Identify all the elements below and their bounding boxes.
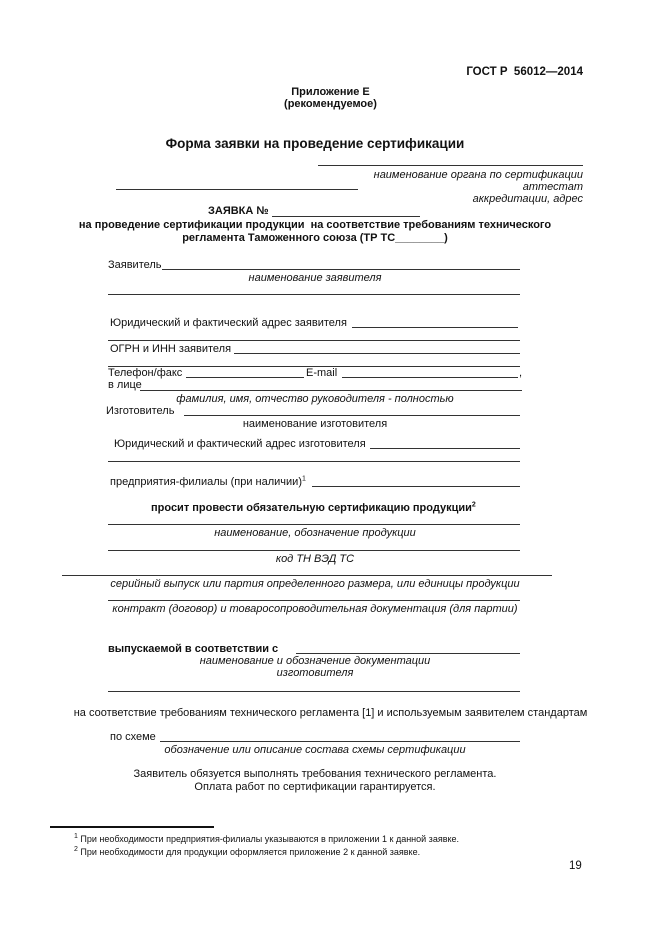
person-caption: фамилия, имя, отчество руководителя - полностью <box>176 393 454 405</box>
accreditation-caption: аккредитации, адрес <box>472 193 583 205</box>
branches-line[interactable] <box>312 486 520 487</box>
branches-label <box>110 476 306 489</box>
cert-body-address-line[interactable] <box>116 189 358 190</box>
applicant-caption: наименование заявителя <box>248 272 382 284</box>
manufacturer-line[interactable] <box>184 415 520 416</box>
manufacturer-address-line[interactable] <box>370 448 520 449</box>
ogrn-line[interactable] <box>234 353 520 354</box>
person-label: в лице <box>108 379 142 391</box>
footnote-1 <box>74 834 459 845</box>
obligation-line-1: Заявитель обязуется выполнять требования технического регламента. <box>133 768 497 780</box>
batch-line[interactable] <box>62 575 552 576</box>
batch-caption: серийный выпуск или партия определенного размера, или единицы продукции <box>110 578 520 590</box>
phone-label: Телефон/факс <box>108 367 183 379</box>
footnote-ref-2: 2 <box>471 501 476 509</box>
scheme-line[interactable] <box>160 741 520 742</box>
footnote-2-text: При необходимости для продукции оформляется приложение 2 к данной заявке. <box>77 847 421 857</box>
applicant-address-line[interactable] <box>352 327 518 328</box>
applicant-name-line-2[interactable] <box>108 294 520 295</box>
documentation-line[interactable] <box>296 653 520 654</box>
phone-line[interactable] <box>186 377 304 378</box>
email-label: E-mail <box>306 367 338 379</box>
annex-subtitle: (рекомендуемое) <box>284 98 377 110</box>
request-text <box>151 502 476 515</box>
produced-label: выпускаемой в соответствии с <box>108 643 279 655</box>
scheme-label: по схеме <box>110 731 156 743</box>
certificate-caption: аттестат <box>522 181 583 193</box>
manufacturer-label: Изготовитель <box>106 405 175 417</box>
email-comma: , <box>519 367 523 379</box>
code-caption: код ТН ВЭД ТС <box>275 553 355 565</box>
product-code-line[interactable] <box>108 550 520 551</box>
footnote-2-number: 2 <box>74 846 78 853</box>
contract-caption: контракт (договор) и товаросопроводительная документация (для партии) <box>112 603 518 615</box>
product-caption: наименование, обозначение продукции <box>214 527 416 539</box>
application-purpose-line2: регламента Таможенного союза (ТР ТС________) <box>182 232 448 244</box>
annex-title: Приложение Е <box>291 86 370 98</box>
cert-body-name-line[interactable] <box>318 165 583 166</box>
documentation-caption-1: наименование и обозначение документации <box>199 655 431 667</box>
cert-body-caption: наименование органа по сертификации <box>373 169 583 181</box>
applicant-label: Заявитель <box>108 259 162 271</box>
standard-code: ГОСТ Р 56012—2014 <box>466 66 583 78</box>
email-line[interactable] <box>342 377 518 378</box>
manufacturer-address-line-2[interactable] <box>108 461 520 462</box>
page-number: 19 <box>569 860 582 872</box>
footnote-2 <box>74 847 420 858</box>
applicant-name-line[interactable] <box>162 269 520 270</box>
product-name-line[interactable] <box>108 524 520 525</box>
form-title: Форма заявки на проведение сертификации <box>165 136 465 151</box>
request-text-label: просит провести обязательную сертификацию продукции <box>151 502 472 514</box>
documentation-line-2[interactable] <box>108 691 520 692</box>
obligation-line-2: Оплата работ по сертификации гарантируется. <box>194 781 436 793</box>
footnote-separator <box>50 826 214 828</box>
scheme-caption: обозначение или описание состава схемы сертификации <box>164 744 466 756</box>
applicant-address-line-2[interactable] <box>108 340 520 341</box>
branches-label-text: предприятия-филиалы (при наличии) <box>110 476 302 488</box>
manufacturer-caption: наименование изготовителя <box>242 418 388 430</box>
ogrn-label: ОГРН и ИНН заявителя <box>110 343 232 355</box>
manufacturer-address-label: Юридический и фактический адрес изготовителя <box>114 438 366 450</box>
application-number-label: ЗАЯВКА № <box>208 205 269 217</box>
documentation-caption-2: изготовителя <box>276 667 354 679</box>
footnote-1-number: 1 <box>74 833 78 840</box>
person-line[interactable] <box>140 390 522 391</box>
footnote-1-text: При необходимости предприятия-филиалы указываются в приложении 1 к данной заявке. <box>77 834 460 844</box>
compliance-text: на соответствие требованиям технического регламента [1] и используемым заявителем стандартам <box>73 707 588 719</box>
contract-line[interactable] <box>108 600 520 601</box>
applicant-address-label: Юридический и фактический адрес заявителя <box>110 317 347 329</box>
application-purpose-line1: на проведение сертификации продукции на соответствие требованиям технического <box>78 219 552 231</box>
application-number-line[interactable] <box>272 216 420 217</box>
footnote-ref-1: 1 <box>301 475 306 483</box>
